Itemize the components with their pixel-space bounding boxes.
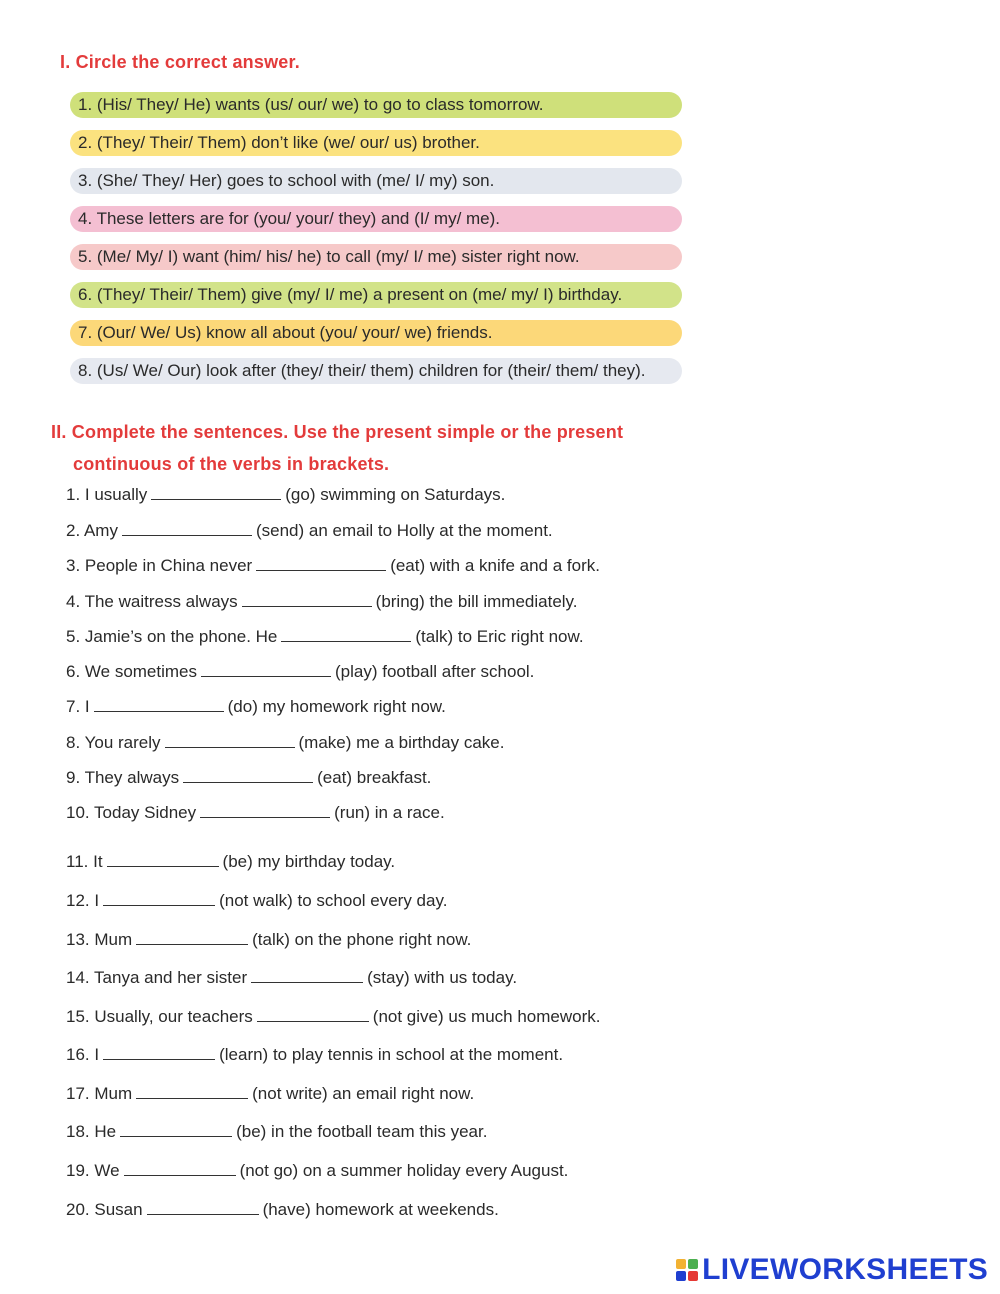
sentence-end: (stay) with us today. [367, 968, 518, 987]
sentence-12 [66, 890, 447, 912]
sentence-start: 20. Susan [66, 1200, 143, 1219]
sentence-start: 6. We sometimes [66, 662, 198, 681]
liveworksheets-logo [676, 1253, 988, 1287]
answer-blank[interactable] [256, 556, 386, 571]
sentence-18 [66, 1121, 487, 1143]
section-2-title-line-1: II. Complete the sentences. Use the present simple or the present [51, 422, 624, 442]
liveworksheets-logo-icon [676, 1259, 698, 1281]
circle-question-3[interactable]: 3. (She/ They/ Her) goes to school with (me/ I/ my) son. [70, 168, 682, 194]
sentence-end: (talk) to Eric right now. [415, 627, 584, 646]
sentence-end: (bring) the bill immediately. [375, 592, 578, 611]
sentence-3 [66, 555, 600, 577]
answer-blank[interactable] [103, 891, 215, 906]
sentence-16 [66, 1044, 563, 1066]
answer-blank[interactable] [281, 627, 411, 642]
circle-question-1[interactable]: 1. (His/ They/ He) wants (us/ our/ we) to go to class tomorrow. [70, 92, 682, 118]
sentence-end: (send) an email to Holly at the moment. [255, 521, 553, 540]
sentence-end: (do) my homework right now. [227, 697, 446, 716]
answer-blank[interactable] [94, 697, 224, 712]
sentence-10 [66, 802, 445, 824]
answer-blank[interactable] [183, 768, 313, 783]
section-2-title-line-2: continuous of the verbs in brackets. [73, 454, 390, 474]
sentence-end: (go) swimming on Saturdays. [285, 485, 506, 504]
sentence-start: 10. Today Sidney [66, 803, 197, 822]
sentence-end: (run) in a race. [334, 803, 445, 822]
sentence-9 [66, 767, 431, 789]
sentence-end: (play) football after school. [335, 662, 535, 681]
sentence-17 [66, 1083, 474, 1105]
sentence-start: 17. Mum [66, 1084, 133, 1103]
sentence-start: 13. Mum [66, 930, 133, 949]
sentence-start: 4. The waitress always [66, 592, 238, 611]
sentence-6 [66, 661, 534, 683]
sentence-13 [66, 929, 471, 951]
sentence-start: 2. Amy [66, 521, 118, 540]
answer-blank[interactable] [201, 662, 331, 677]
sentence-end: (eat) breakfast. [317, 768, 432, 787]
sentence-start: 5. Jamie’s on the phone. He [66, 627, 278, 646]
answer-blank[interactable] [257, 1007, 369, 1022]
sentence-start: 15. Usually, our teachers [66, 1007, 253, 1026]
answer-blank[interactable] [151, 485, 281, 500]
sentence-start: 14. Tanya and her sister [66, 968, 248, 987]
circle-question-8[interactable]: 8. (Us/ We/ Our) look after (they/ their/ them) children for (their/ them/ they). [70, 358, 682, 384]
answer-blank[interactable] [242, 592, 372, 607]
circle-question-4[interactable]: 4. These letters are for (you/ your/ they) and (I/ my/ me). [70, 206, 682, 232]
sentence-end: (be) my birthday today. [222, 852, 396, 871]
answer-blank[interactable] [165, 733, 295, 748]
sentence-start: 16. I [66, 1045, 100, 1064]
answer-blank[interactable] [251, 968, 363, 983]
answer-blank[interactable] [122, 521, 252, 536]
sentence-start: 8. You rarely [66, 733, 161, 752]
sentence-end: (not write) an email right now. [252, 1084, 475, 1103]
sentence-15 [66, 1006, 600, 1028]
sentence-20 [66, 1199, 499, 1221]
sentence-7 [66, 696, 446, 718]
sentence-2 [66, 520, 553, 542]
sentence-4 [66, 591, 578, 613]
sentence-11 [66, 851, 395, 873]
sentence-end: (not go) on a summer holiday every August. [239, 1161, 569, 1180]
liveworksheets-logo-text: LIVEWORKSHEETS [702, 1253, 988, 1286]
sentence-start: 12. I [66, 891, 100, 910]
sentence-end: (be) in the football team this year. [236, 1122, 488, 1141]
circle-question-2[interactable]: 2. (They/ Their/ Them) don’t like (we/ our/ us) brother. [70, 130, 682, 156]
sentence-14 [66, 967, 517, 989]
answer-blank[interactable] [147, 1200, 259, 1215]
sentence-5 [66, 626, 584, 648]
sentence-start: 9. They always [66, 768, 180, 787]
answer-blank[interactable] [200, 803, 330, 818]
sentence-8 [66, 732, 504, 754]
answer-blank[interactable] [120, 1122, 232, 1137]
circle-question-7[interactable]: 7. (Our/ We/ Us) know all about (you/ your/ we) friends. [70, 320, 682, 346]
sentence-start: 7. I [66, 697, 90, 716]
sentence-end: (talk) on the phone right now. [252, 930, 472, 949]
sentence-end: (eat) with a knife and a fork. [390, 556, 600, 575]
circle-question-6[interactable]: 6. (They/ Their/ Them) give (my/ I/ me) a present on (me/ my/ I) birthday. [70, 282, 682, 308]
section-2-title [51, 416, 691, 480]
sentence-start: 3. People in China never [66, 556, 253, 575]
section-1-title: I. Circle the correct answer. [60, 52, 300, 72]
sentence-start: 18. He [66, 1122, 117, 1141]
circle-question-5[interactable]: 5. (Me/ My/ I) want (him/ his/ he) to call (my/ I/ me) sister right now. [70, 244, 682, 270]
sentence-1 [66, 484, 505, 506]
answer-blank[interactable] [107, 852, 219, 867]
sentence-start: 1. I usually [66, 485, 148, 504]
sentence-end: (not walk) to school every day. [219, 891, 448, 910]
sentence-end: (learn) to play tennis in school at the moment. [219, 1045, 564, 1064]
sentence-end: (not give) us much homework. [372, 1007, 601, 1026]
answer-blank[interactable] [124, 1161, 236, 1176]
sentence-start: 11. It [66, 852, 103, 871]
answer-blank[interactable] [103, 1045, 215, 1060]
sentence-end: (make) me a birthday cake. [298, 733, 505, 752]
answer-blank[interactable] [136, 930, 248, 945]
sentence-start: 19. We [66, 1161, 120, 1180]
sentence-end: (have) homework at weekends. [262, 1200, 499, 1219]
sentence-19 [66, 1160, 568, 1182]
answer-blank[interactable] [136, 1084, 248, 1099]
